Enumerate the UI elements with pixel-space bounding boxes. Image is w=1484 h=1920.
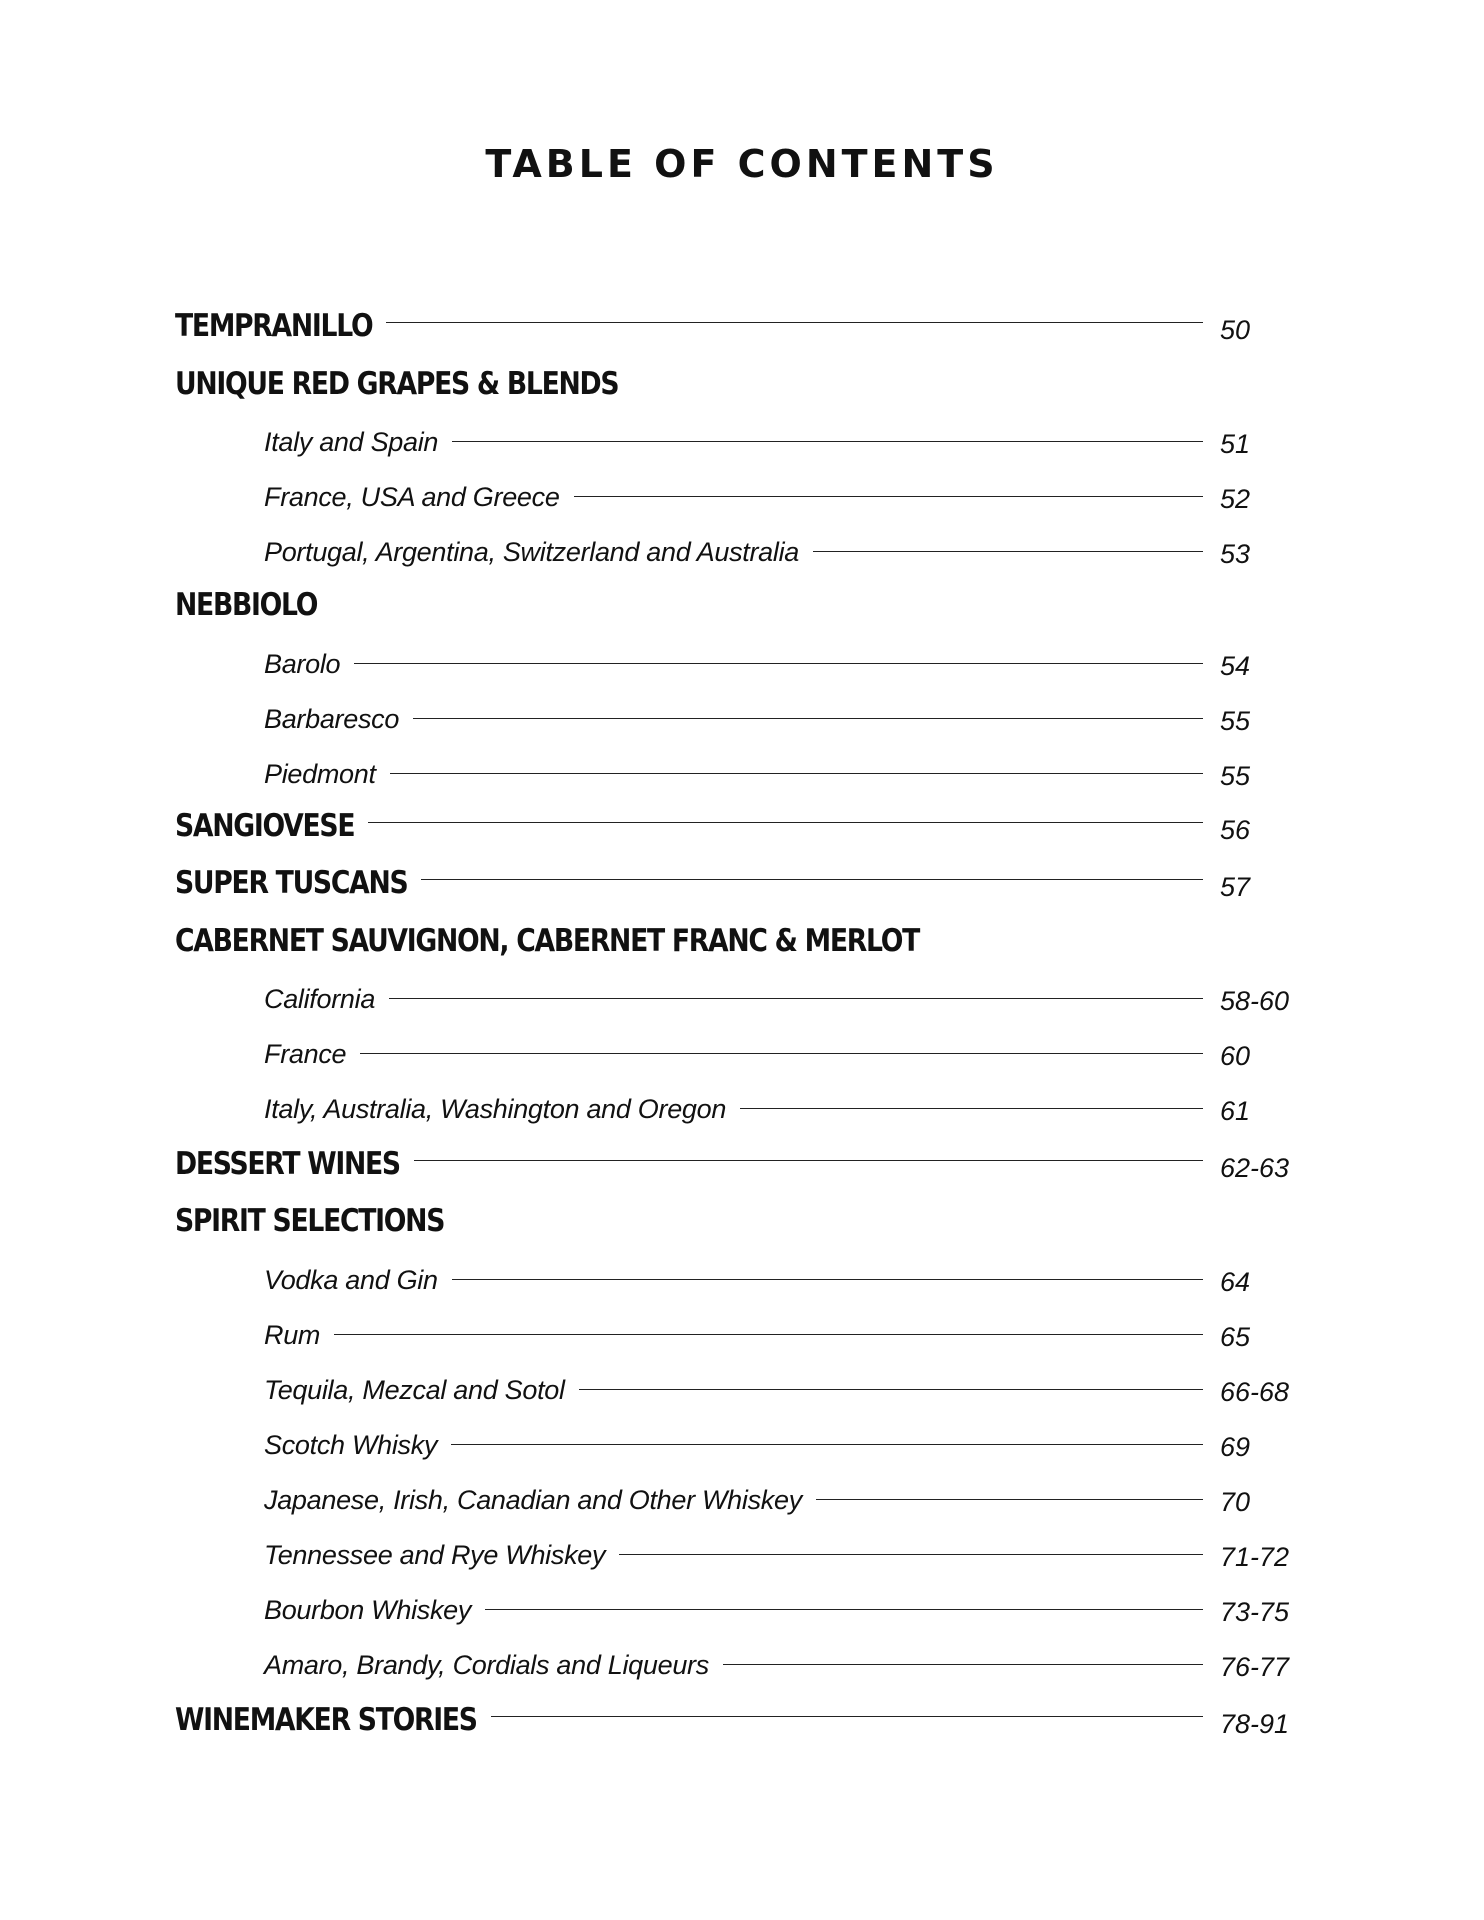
toc-entry-page: 62-63 — [1220, 1153, 1290, 1183]
leader-line — [451, 1444, 1203, 1445]
toc-entry-label: Japanese, Irish, Canadian and Other Whiskey — [264, 1485, 802, 1515]
toc-entry-page: 73-75 — [1220, 1597, 1290, 1627]
toc-entry-page: 60 — [1220, 1041, 1251, 1071]
leader-line — [485, 1609, 1203, 1610]
toc-entry-label: France, USA and Greece — [264, 482, 560, 512]
toc-entry-page: 55 — [1220, 761, 1251, 791]
toc-entry-page: 71-72 — [1220, 1542, 1290, 1572]
toc-entry[interactable] — [175, 1258, 1315, 1302]
toc-entry[interactable] — [175, 1087, 1315, 1131]
toc-entry-label: NEBBIOLO — [175, 587, 318, 623]
toc-entry-label: Tennessee and Rye Whiskey — [264, 1540, 606, 1570]
toc-entry-page: 69 — [1220, 1432, 1251, 1462]
leader-line — [574, 496, 1203, 497]
toc-entry[interactable] — [175, 306, 1315, 350]
toc-entry[interactable] — [175, 863, 1315, 907]
leader-line — [816, 1499, 1203, 1500]
toc-entry-label: SANGIOVESE — [175, 808, 355, 844]
toc-entry-label: France — [264, 1039, 347, 1069]
toc-entry[interactable] — [175, 1201, 1315, 1245]
leader-line — [452, 441, 1203, 442]
page-title: TABLE OF CONTENTS — [485, 142, 999, 186]
leader-line — [390, 773, 1203, 774]
toc-entry[interactable] — [175, 1368, 1315, 1412]
toc-entry-label: CABERNET SAUVIGNON, CABERNET FRANC & MERLOT — [175, 923, 920, 959]
toc-entry[interactable] — [175, 697, 1315, 741]
toc-entry[interactable] — [175, 585, 1315, 629]
toc-entry-label: California — [264, 984, 376, 1014]
toc-entry-label: Rum — [264, 1320, 321, 1350]
toc-entry-page: 51 — [1220, 429, 1251, 459]
toc-entry-label: WINEMAKER STORIES — [175, 1702, 477, 1738]
leader-line — [491, 1716, 1203, 1717]
toc-entry-page: 66-68 — [1220, 1377, 1290, 1407]
toc-entry[interactable] — [175, 921, 1315, 965]
leader-line — [389, 998, 1203, 999]
leader-line — [354, 663, 1203, 664]
toc-entry-page: 76-77 — [1220, 1652, 1290, 1682]
toc-entry[interactable] — [175, 475, 1315, 519]
toc-entry[interactable] — [175, 530, 1315, 574]
leader-line — [386, 322, 1203, 323]
toc-entry-label: Amaro, Brandy, Cordials and Liqueurs — [264, 1650, 709, 1680]
toc-entry[interactable] — [175, 420, 1315, 464]
toc-entry-label: Scotch Whisky — [264, 1430, 438, 1460]
toc-entry-label: DESSERT WINES — [175, 1146, 400, 1182]
toc-entry[interactable] — [175, 752, 1315, 796]
toc-entry-page: 55 — [1220, 706, 1251, 736]
leader-line — [740, 1108, 1203, 1109]
toc-entry-label: Piedmont — [264, 759, 376, 789]
leader-line — [414, 1160, 1203, 1161]
toc-entry-label: Bourbon Whiskey — [264, 1595, 472, 1625]
toc-entry-page: 54 — [1220, 651, 1251, 681]
toc-entry-label: Italy and Spain — [264, 427, 439, 457]
toc-entry[interactable] — [175, 642, 1315, 686]
leader-line — [413, 718, 1203, 719]
toc-entry-label: Barbaresco — [264, 704, 400, 734]
toc-entry-page: 61 — [1220, 1096, 1251, 1126]
toc-entry-page: 57 — [1220, 872, 1251, 902]
toc-entry-page: 50 — [1220, 315, 1251, 345]
toc-entry[interactable] — [175, 806, 1315, 850]
toc-entry-label: Italy, Australia, Washington and Oregon — [264, 1094, 727, 1124]
toc-entry-page: 70 — [1220, 1487, 1251, 1517]
toc-entry[interactable] — [175, 1423, 1315, 1467]
toc-entry[interactable] — [175, 1643, 1315, 1687]
toc-entry-label: Barolo — [264, 649, 341, 679]
toc-entry[interactable] — [175, 1588, 1315, 1632]
toc-entry[interactable] — [175, 364, 1315, 408]
leader-line — [334, 1334, 1203, 1335]
toc-entry-label: UNIQUE RED GRAPES & BLENDS — [175, 366, 619, 402]
toc-entry-page: 52 — [1220, 484, 1251, 514]
toc-entry-label: TEMPRANILLO — [175, 308, 373, 344]
toc-entry-label: Vodka and Gin — [264, 1265, 438, 1295]
toc-entry-label: SPIRIT SELECTIONS — [175, 1203, 445, 1239]
toc-entry[interactable] — [175, 1144, 1315, 1188]
toc-entry-label: Tequila, Mezcal and Sotol — [264, 1375, 565, 1405]
leader-line — [579, 1389, 1203, 1390]
leader-line — [421, 879, 1203, 880]
leader-line — [723, 1664, 1203, 1665]
toc-entry-label: SUPER TUSCANS — [175, 865, 408, 901]
leader-line — [368, 822, 1203, 823]
leader-line — [452, 1279, 1203, 1280]
toc-entry-page: 58-60 — [1220, 986, 1290, 1016]
toc-entry-label: Portugal, Argentina, Switzerland and Australia — [264, 537, 800, 567]
toc-entry[interactable] — [175, 1032, 1315, 1076]
toc-entry[interactable] — [175, 1313, 1315, 1357]
toc-entry[interactable] — [175, 1478, 1315, 1522]
toc-entry-page: 64 — [1220, 1267, 1251, 1297]
toc-entry[interactable] — [175, 1533, 1315, 1577]
toc-entry[interactable] — [175, 977, 1315, 1021]
leader-line — [360, 1053, 1203, 1054]
toc-entry-page: 53 — [1220, 539, 1251, 569]
toc-entry-page: 65 — [1220, 1322, 1251, 1352]
leader-line — [813, 551, 1203, 552]
leader-line — [619, 1554, 1203, 1555]
toc-entry[interactable] — [175, 1700, 1315, 1744]
toc-entry-page: 56 — [1220, 815, 1251, 845]
toc-entry-page: 78-91 — [1220, 1709, 1290, 1739]
